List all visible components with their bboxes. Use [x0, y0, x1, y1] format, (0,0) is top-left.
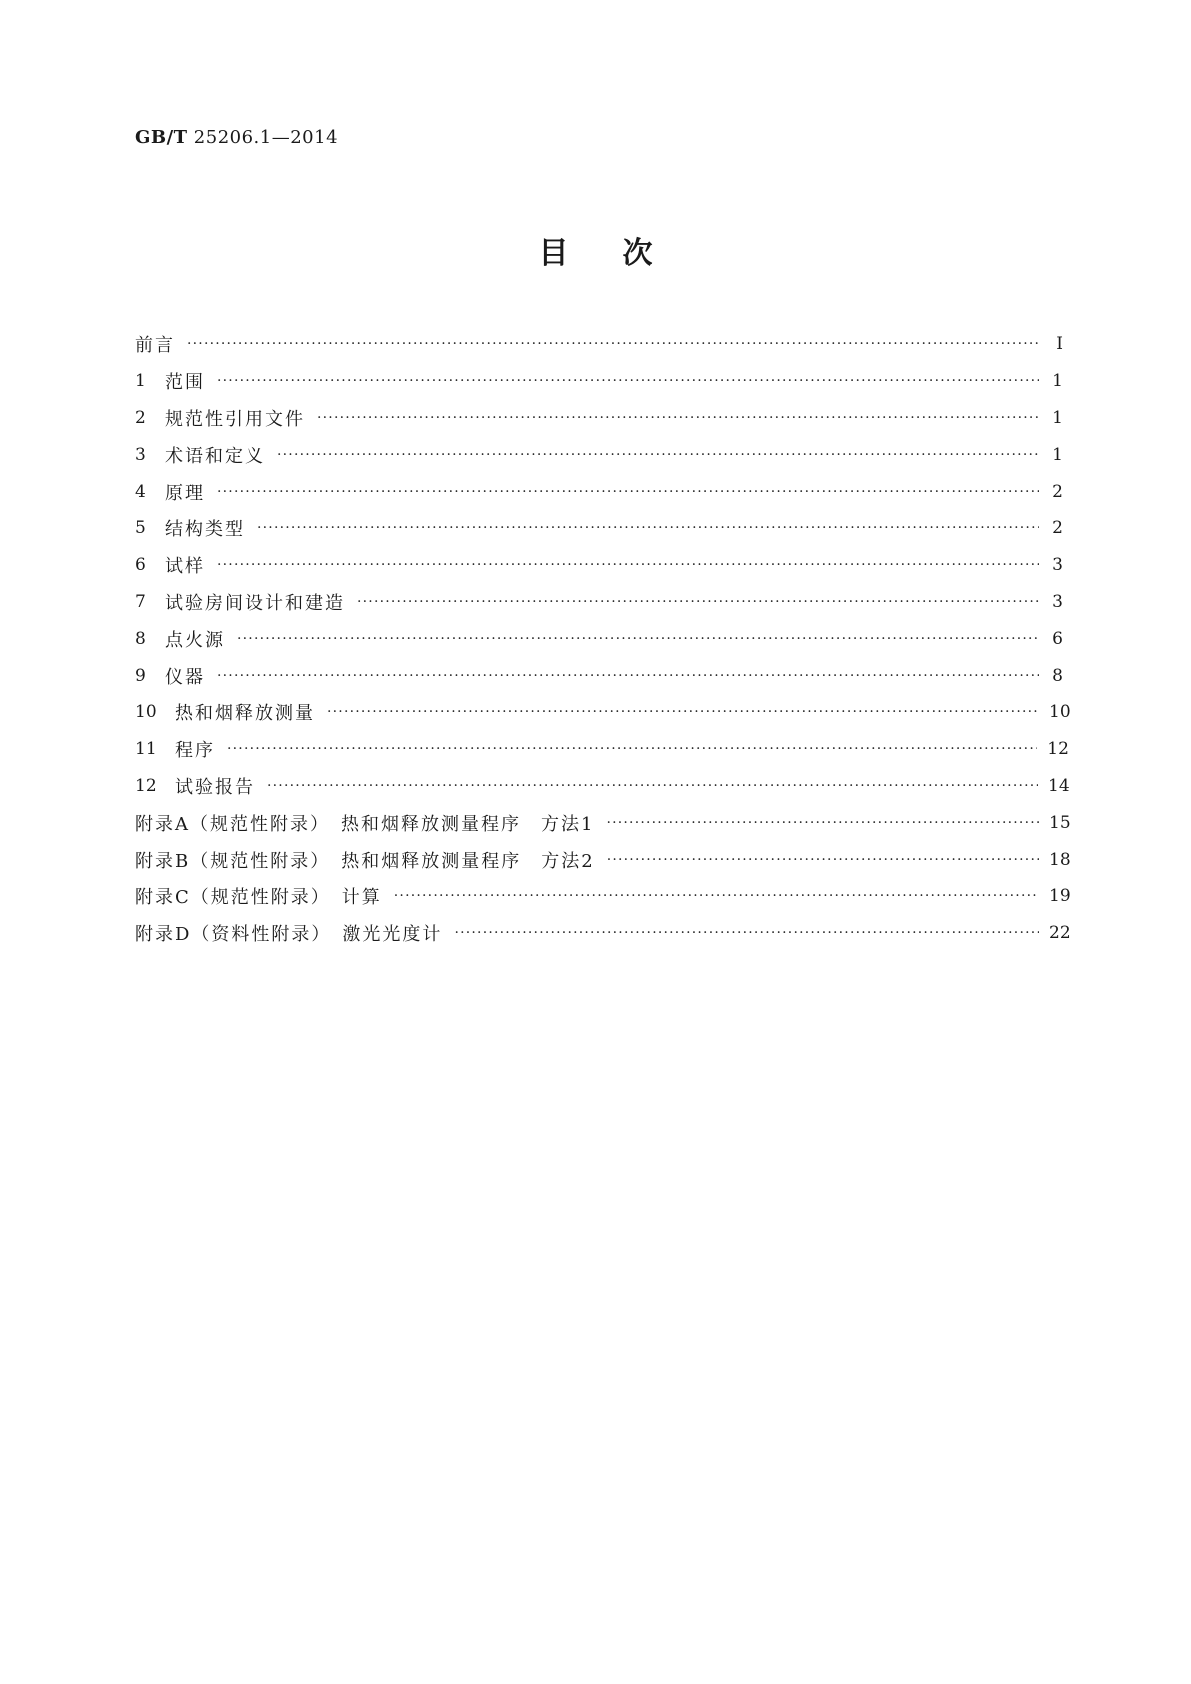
- toc-entry-number: 8: [135, 628, 146, 649]
- toc-entry-page: 6: [1052, 628, 1063, 649]
- toc-dot-leader: [454, 924, 1039, 942]
- toc-dot-leader: [394, 887, 1039, 905]
- toc-entry-label: 程序: [175, 740, 215, 762]
- toc-entry-page: 12: [1047, 739, 1069, 760]
- toc-dot-leader: [237, 630, 1039, 648]
- toc-entry-page: 3: [1052, 591, 1063, 612]
- toc-dot-leader: [217, 556, 1039, 574]
- toc-entry-label: 附录A（规范性附录） 热和烟释放测量程序 方法1: [135, 813, 595, 835]
- toc-dot-leader: [327, 703, 1039, 721]
- toc-entry-9[interactable]: [135, 657, 1063, 694]
- toc-entry-page: 14: [1048, 775, 1070, 796]
- toc-entry-1[interactable]: [135, 363, 1063, 400]
- toc-entry-label: 热和烟释放测量: [175, 703, 315, 725]
- toc-entry-4[interactable]: [135, 473, 1063, 510]
- toc-entry-12[interactable]: [135, 768, 1070, 805]
- standard-code-number: 25206.1—2014: [193, 127, 339, 148]
- toc-entry-label: 术语和定义: [165, 445, 265, 467]
- toc-entry-6[interactable]: [135, 547, 1063, 584]
- toc-dot-leader: [187, 335, 1039, 353]
- toc-entry-page: Ⅰ: [1056, 334, 1063, 355]
- toc-entry-label: 仪器: [165, 666, 205, 688]
- toc-entry-number: 12: [135, 775, 157, 796]
- toc-entry-label: 规范性引用文件: [165, 408, 305, 430]
- toc-entry-label: 附录B（规范性附录） 热和烟释放测量程序 方法2: [135, 850, 595, 872]
- toc-entry-label: 试验房间设计和建造: [165, 592, 345, 614]
- toc-entry-page: 10: [1049, 702, 1071, 723]
- toc-entry-label: 试样: [165, 556, 205, 578]
- toc-entry-number: 4: [135, 481, 146, 502]
- toc-entry-page: 1: [1052, 407, 1063, 428]
- toc-dot-leader: [267, 777, 1038, 795]
- toc-entry-annex-b[interactable]: [135, 841, 1071, 878]
- toc-entry-label: 点火源: [165, 629, 225, 651]
- toc-entry-page: 19: [1049, 886, 1071, 907]
- toc-entry-10[interactable]: [135, 694, 1071, 731]
- standard-code-prefix: GB/T: [135, 127, 188, 148]
- toc-entry-label: 原理: [165, 482, 205, 504]
- toc-entry-number: 6: [135, 555, 146, 576]
- toc-entry-2[interactable]: [135, 400, 1063, 437]
- toc-entry-5[interactable]: [135, 510, 1063, 547]
- toc-dot-leader: [217, 372, 1039, 390]
- standard-code: [135, 127, 338, 148]
- toc-dot-leader: [277, 446, 1039, 464]
- toc-dot-leader: [217, 483, 1039, 501]
- toc-entry-page: 2: [1052, 518, 1063, 539]
- toc-entry-page: 18: [1049, 849, 1071, 870]
- toc-entry-label: 试验报告: [175, 776, 255, 798]
- toc-entry-annex-d[interactable]: [135, 915, 1071, 952]
- toc-entry-preface[interactable]: [135, 326, 1063, 363]
- toc-entry-number: 1: [135, 371, 146, 392]
- toc-entry-annex-a[interactable]: [135, 804, 1071, 841]
- table-of-contents: [135, 326, 1071, 952]
- toc-dot-leader: [606, 814, 1039, 832]
- toc-entry-page: 2: [1052, 481, 1063, 502]
- toc-entry-11[interactable]: [135, 731, 1069, 768]
- toc-dot-leader: [607, 851, 1039, 869]
- toc-entry-page: 1: [1052, 444, 1063, 465]
- toc-entry-label: 前言: [135, 335, 175, 357]
- toc-dot-leader: [357, 593, 1039, 611]
- toc-entry-8[interactable]: [135, 620, 1063, 657]
- toc-entry-page: 8: [1052, 665, 1063, 686]
- toc-entry-label: 附录C（规范性附录） 计算: [135, 887, 382, 909]
- toc-entry-7[interactable]: [135, 584, 1063, 621]
- toc-dot-leader: [217, 667, 1039, 685]
- toc-entry-label: 范围: [165, 372, 205, 394]
- toc-entry-number: 2: [135, 407, 146, 428]
- toc-entry-number: 3: [135, 444, 146, 465]
- toc-entry-label: 附录D（资料性附录） 激光光度计: [135, 924, 443, 946]
- toc-entry-number: 5: [135, 518, 146, 539]
- toc-entry-3[interactable]: [135, 436, 1063, 473]
- page-title: 目次: [538, 236, 707, 271]
- toc-entry-page: 22: [1049, 923, 1071, 944]
- toc-entry-label: 结构类型: [165, 519, 245, 541]
- toc-entry-annex-c[interactable]: [135, 878, 1071, 915]
- toc-entry-number: 10: [135, 702, 157, 723]
- toc-dot-leader: [257, 519, 1039, 537]
- toc-entry-page: 3: [1052, 555, 1063, 576]
- toc-dot-leader: [227, 740, 1037, 758]
- toc-entry-number: 7: [135, 591, 146, 612]
- toc-entry-number: 11: [135, 739, 157, 760]
- toc-entry-page: 15: [1049, 812, 1071, 833]
- toc-entry-number: 9: [135, 665, 146, 686]
- toc-dot-leader: [317, 409, 1039, 427]
- toc-entry-page: 1: [1052, 371, 1063, 392]
